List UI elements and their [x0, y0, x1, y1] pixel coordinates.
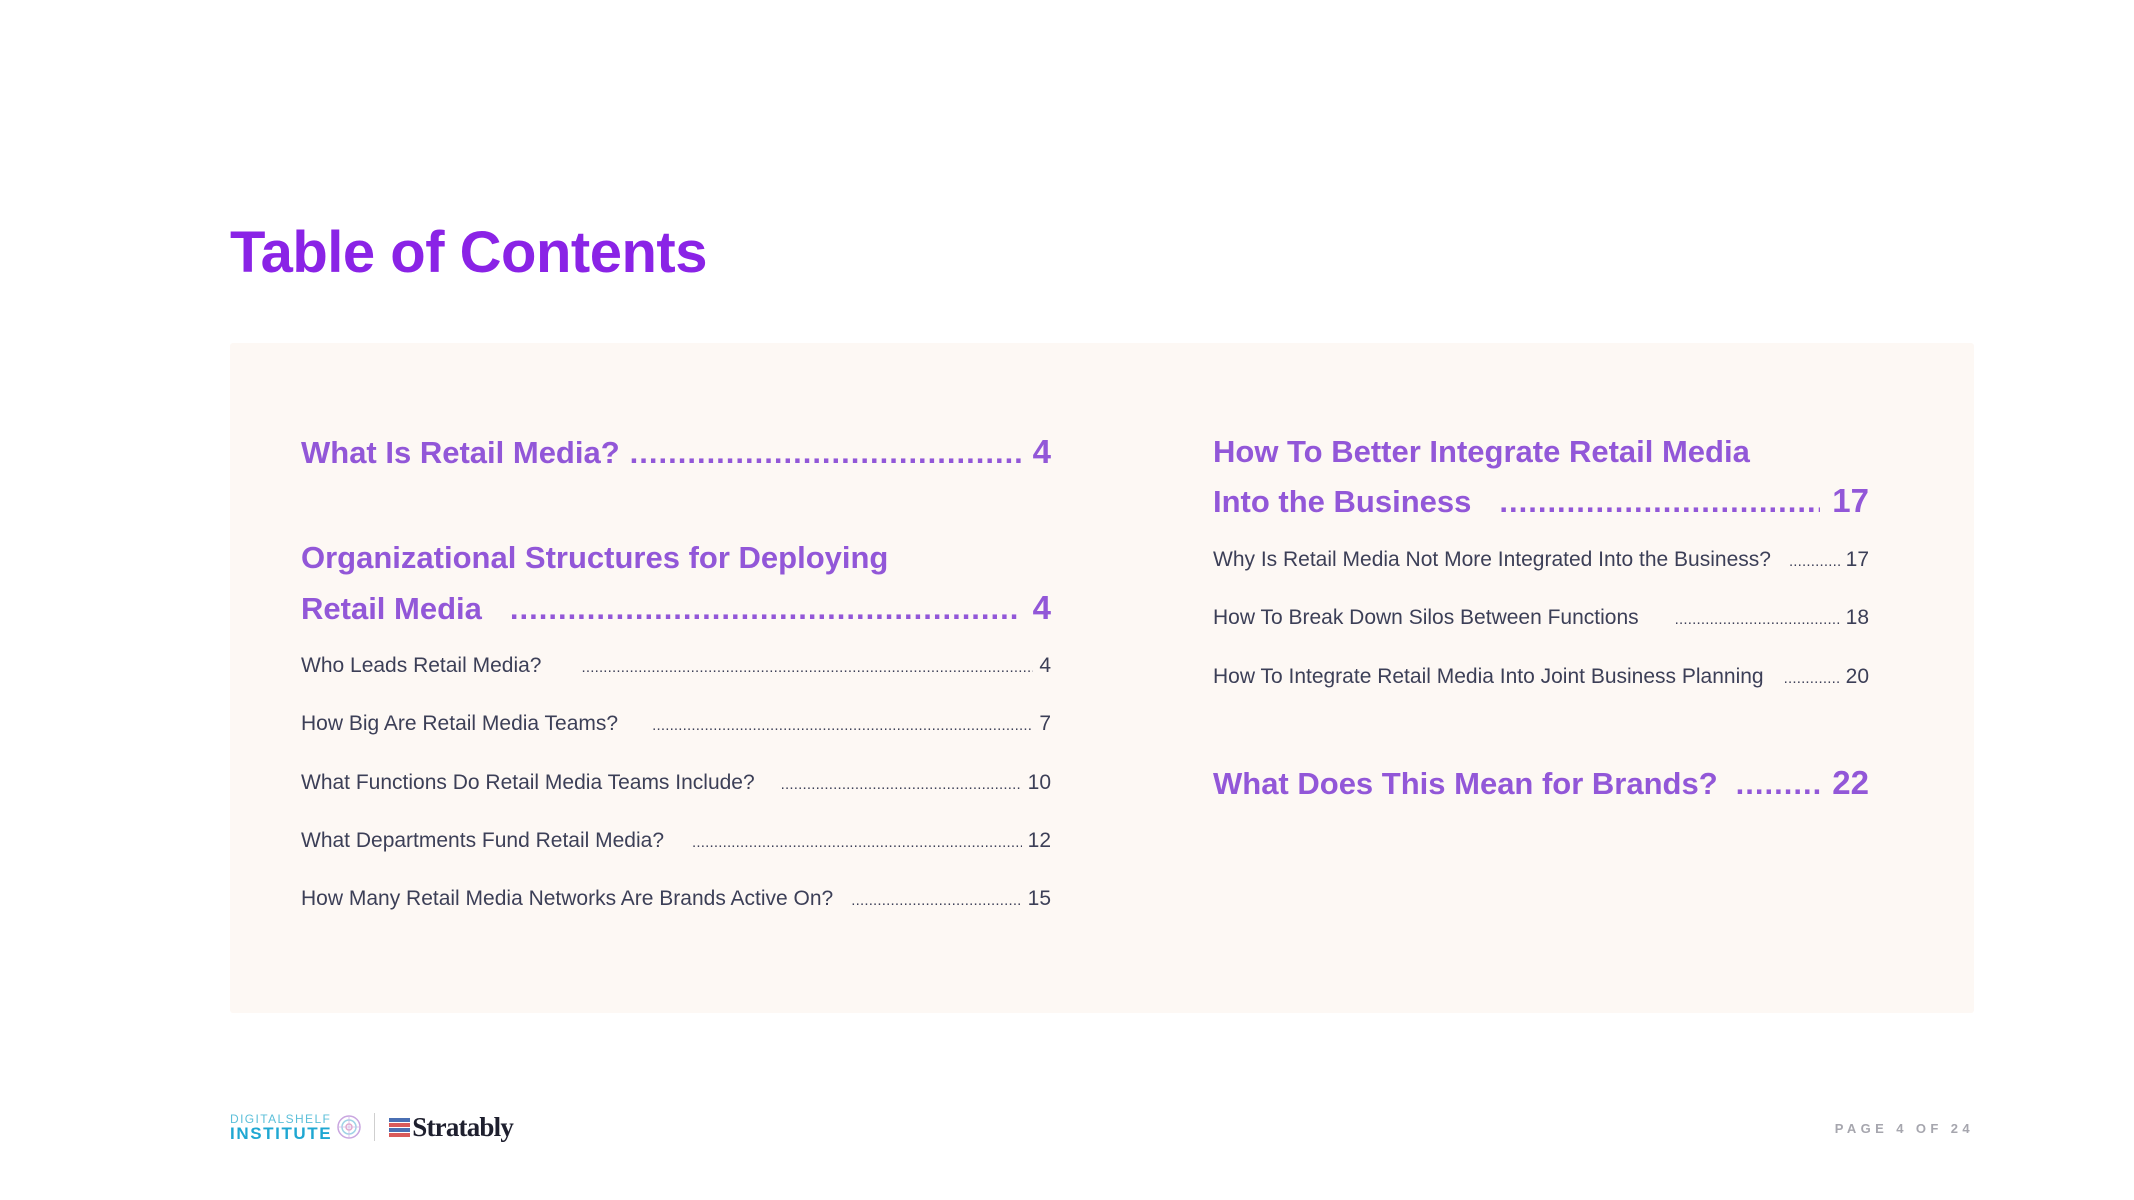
dot-leader: [510, 584, 1021, 633]
toc-entry-title: Into the Business: [1213, 484, 1472, 519]
toc-subitem-page: 12: [1027, 829, 1051, 852]
toc-entry-page: 4: [1032, 589, 1051, 626]
dot-leader: [1784, 664, 1840, 694]
toc-entry-integrate-retail-media[interactable]: [1213, 476, 1869, 526]
footer-logos: [230, 1112, 513, 1142]
toc-entry-title: Retail Media: [301, 591, 482, 626]
stratably-flag-icon: [389, 1118, 410, 1137]
stratably-logo: Stratably: [412, 1111, 514, 1142]
toc-subitem-page: 15: [1027, 887, 1051, 910]
logo-text-bottom: INSTITUTE: [230, 1123, 333, 1143]
toc-entry-title-line1: Organizational Structures for Deploying: [301, 540, 889, 575]
dot-leader: [781, 770, 1022, 800]
toc-subitem-page: 10: [1027, 771, 1051, 794]
dot-leader: [1675, 605, 1840, 635]
toc-subitem-title: Who Leads Retail Media?: [301, 654, 542, 677]
toc-subitem-networks[interactable]: [301, 884, 1051, 916]
toc-subitem-title: How Big Are Retail Media Teams?: [301, 712, 619, 735]
toc-entry-page: 17: [1832, 482, 1869, 519]
brain-icon: [336, 1114, 362, 1140]
toc-subitem-functions[interactable]: [301, 768, 1051, 800]
toc-panel: [230, 343, 1974, 1013]
toc-subitem-title: How Many Retail Media Networks Are Brands Active On?: [301, 887, 834, 910]
toc-subitem-team-size[interactable]: [301, 709, 1051, 741]
toc-subitem-joint-business-planning[interactable]: [1213, 662, 1869, 694]
dot-leader: [851, 886, 1021, 916]
dot-leader: [692, 828, 1022, 858]
toc-subitem-not-integrated[interactable]: [1213, 545, 1869, 577]
toc-subitem-title: How To Integrate Retail Media Into Joint Business Planning: [1213, 665, 1764, 688]
toc-subitem-title: What Functions Do Retail Media Teams Include?: [301, 771, 755, 794]
toc-entry-title: What Is Retail Media?: [301, 435, 620, 470]
toc-entry-page: 22: [1832, 764, 1869, 801]
toc-subitem-page: 17: [1845, 548, 1869, 571]
toc-entry-what-it-means-for-brands[interactable]: [1213, 758, 1869, 808]
page-title: Table of Contents: [230, 220, 707, 285]
toc-subitem-page: 7: [1039, 712, 1051, 735]
toc-subitem-page: 4: [1039, 654, 1051, 677]
toc-entry-organizational-structures[interactable]: [301, 583, 1051, 633]
toc-subitem-title: Why Is Retail Media Not More Integrated Into the Business?: [1213, 548, 1771, 571]
toc-subitem-departments[interactable]: [301, 826, 1051, 858]
toc-subitem-who-leads[interactable]: [301, 651, 1051, 683]
toc-entry-page: 4: [1032, 433, 1051, 470]
toc-subitem-page: 18: [1845, 606, 1869, 629]
toc-subitem-break-down-silos[interactable]: [1213, 603, 1869, 635]
page-number: PAGE 4 OF 24: [1834, 1121, 1974, 1136]
toc-entry-title: What Does This Mean for Brands?: [1213, 766, 1718, 801]
dot-leader: [630, 428, 1021, 477]
logo-divider: [374, 1113, 375, 1141]
toc-entry-what-is-retail-media[interactable]: [301, 427, 1051, 477]
dot-leader: [1499, 477, 1820, 526]
toc-subitem-page: 20: [1845, 665, 1869, 688]
dot-leader: [1736, 759, 1821, 808]
toc-subitem-title: What Departments Fund Retail Media?: [301, 829, 664, 852]
toc-subitem-title: How To Break Down Silos Between Functions: [1213, 606, 1639, 629]
logo-text-top: DIGITALSHELF: [230, 1111, 332, 1126]
toc-entry-title-line1: How To Better Integrate Retail Media: [1213, 434, 1750, 469]
dot-leader: [652, 711, 1033, 741]
dot-leader: [581, 653, 1033, 683]
digital-shelf-institute-logo: [230, 1113, 332, 1142]
dot-leader: [1789, 547, 1840, 577]
